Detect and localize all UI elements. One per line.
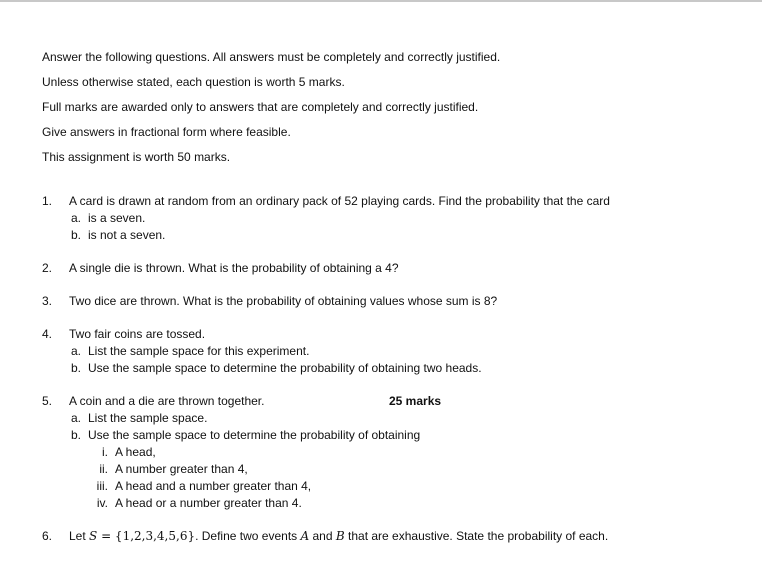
sub-question-letter: a.: [71, 344, 82, 358]
instruction-line: Answer the following questions. All answers must be completely and correctly justified.: [42, 50, 501, 64]
text-tail: that are exhaustive. State the probability of each.: [344, 529, 609, 543]
roman-numeral: i.: [102, 445, 108, 459]
roman-sub-text: A head or a number greater than 4.: [115, 496, 302, 510]
text-and: and: [309, 529, 336, 543]
roman-numeral: ii.: [99, 462, 108, 476]
question-text: Two fair coins are tossed.: [69, 327, 206, 341]
roman-sub-item: [88, 495, 742, 512]
event-a-variable: A: [300, 529, 310, 543]
sub-question: [69, 227, 742, 244]
question-number: 2.: [42, 261, 53, 275]
question-text: A single die is thrown. What is the probability of obtaining a 4?: [69, 261, 399, 275]
sub-question-letter: b.: [71, 228, 82, 242]
sub-question: [69, 343, 742, 360]
top-border: [0, 0, 762, 2]
question-number: 5.: [42, 394, 53, 408]
question-number: 6.: [42, 529, 53, 543]
sub-question-letter: a.: [71, 211, 82, 225]
roman-sub-list: [88, 444, 742, 512]
sub-question-letter: b.: [71, 428, 82, 442]
question-list: [42, 193, 742, 545]
roman-sub-text: A head,: [115, 445, 156, 459]
sub-question: [69, 427, 742, 444]
sub-question-letter: a.: [71, 411, 82, 425]
question-5: [42, 393, 742, 512]
question-body: [69, 393, 742, 512]
question-number: 3.: [42, 294, 53, 308]
question-body: [69, 193, 742, 244]
sub-question: [69, 410, 742, 427]
roman-numeral: iii.: [96, 479, 108, 493]
question-number: 1.: [42, 194, 53, 208]
question-body: [69, 528, 742, 545]
question-body: [69, 260, 742, 277]
sub-question-text: List the sample space.: [88, 411, 208, 425]
roman-sub-text: A head and a number greater than 4,: [115, 479, 312, 493]
question-2: [42, 260, 742, 277]
instructions: [42, 48, 742, 173]
sub-question-letter: b.: [71, 361, 82, 375]
question-number: 4.: [42, 327, 53, 341]
text-lead: Let: [69, 529, 90, 543]
question-text: Two dice are thrown. What is the probability of obtaining values whose sum is 8?: [69, 294, 498, 308]
roman-sub-item: [88, 461, 742, 478]
sub-question-text: is a seven.: [88, 211, 146, 225]
set-variable: S: [89, 529, 98, 543]
instruction-line: Unless otherwise stated, each question is worth 5 marks.: [42, 75, 345, 89]
roman-sub-text: A number greater than 4,: [115, 462, 248, 476]
question-text: [69, 528, 742, 545]
question-text: A card is drawn at random from an ordinary pack of 52 playing cards. Find the probability that the card: [69, 194, 610, 208]
roman-numeral: iv.: [96, 496, 108, 510]
sub-question: [69, 360, 742, 377]
question-text-row: [69, 393, 742, 410]
instruction-line: Give answers in fractional form where feasible.: [42, 125, 291, 139]
instruction-line: Full marks are awarded only to answers that are completely and correctly justified.: [42, 100, 479, 114]
sub-question-text: List the sample space for this experiment.: [88, 344, 310, 358]
question-1: [42, 193, 742, 244]
instruction-line: This assignment is worth 50 marks.: [42, 150, 231, 164]
sub-question-text: Use the sample space to determine the probability of obtaining two heads.: [88, 361, 482, 375]
question-6: [42, 528, 742, 545]
set-definition: = {1,2,3,4,5,6}: [97, 529, 196, 543]
text-mid: . Define two events: [195, 529, 301, 543]
sub-question: [69, 210, 742, 227]
assignment-page: [42, 48, 742, 561]
question-4: [42, 326, 742, 377]
sub-question-text: is not a seven.: [88, 228, 166, 242]
roman-sub-item: [88, 478, 742, 495]
question-3: [42, 293, 742, 310]
question-body: [69, 293, 742, 310]
roman-sub-item: [88, 444, 742, 461]
marks-label: 25 marks: [389, 394, 442, 408]
question-text: A coin and a die are thrown together.: [69, 394, 265, 408]
event-b-variable: B: [335, 529, 345, 543]
question-body: [69, 326, 742, 377]
sub-question-text: Use the sample space to determine the probability of obtaining: [88, 428, 421, 442]
